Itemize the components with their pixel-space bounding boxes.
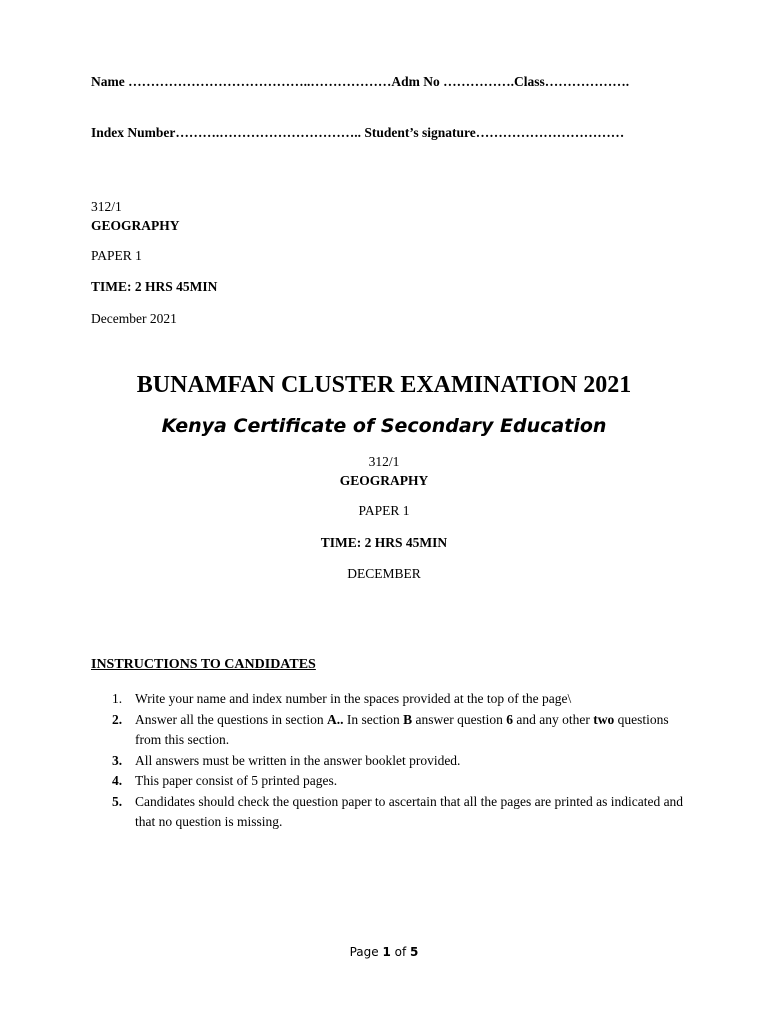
instruction-item <box>91 689 691 710</box>
center-subject-name: GEOGRAPHY <box>339 473 429 488</box>
total-page-count: 5 <box>410 945 419 959</box>
exam-title: BUNAMFAN CLUSTER EXAMINATION 2021 <box>136 372 632 398</box>
index-signature-line: Index Number……….………………………….. Student’s signature…………………………… <box>91 125 625 140</box>
instruction-item <box>91 792 691 833</box>
subject-name: GEOGRAPHY <box>91 218 180 233</box>
instruction-item <box>91 771 691 792</box>
instruction-text: Answer all the questions in section <box>135 711 327 727</box>
paper-code: 312/1 <box>91 199 122 214</box>
instruction-number: 5. <box>112 793 123 809</box>
instruction-number: 3. <box>112 752 123 768</box>
center-time-allowed: TIME: 2 HRS 45MIN <box>320 535 448 550</box>
instruction-text: Write your name and index number in the spaces provided at the top of the page\ <box>135 691 572 706</box>
exam-subtitle: Kenya Certificate of Secondary Education <box>161 415 607 437</box>
page-of-label: of <box>390 945 411 959</box>
instruction-text: In section <box>343 711 404 727</box>
instruction-text: answer question <box>412 711 507 727</box>
paper-number: PAPER 1 <box>91 248 142 263</box>
instruction-item <box>91 751 691 772</box>
instruction-text: All answers must be written in the answer booklet provided. <box>135 752 461 768</box>
instruction-emphasis: B <box>403 711 413 727</box>
instruction-emphasis: A.. <box>326 711 344 727</box>
name-adm-class-line: Name …………………………………..………………Adm No …………….Class………………. <box>91 74 630 89</box>
instruction-emphasis: 6 <box>506 711 513 727</box>
instruction-text: Candidates should check the question paper to ascertain that all the pages are printed as indicated and that no question is missing. <box>135 793 684 829</box>
instruction-number: 1. <box>112 691 123 706</box>
instructions-list <box>91 689 691 833</box>
center-paper-number: PAPER 1 <box>358 503 410 518</box>
page-footer <box>0 944 768 960</box>
center-month: DECEMBER <box>347 566 421 581</box>
exam-date: December 2021 <box>91 311 177 326</box>
page-label: Page <box>349 945 383 959</box>
instruction-number: 4. <box>112 773 123 788</box>
instruction-emphasis: two <box>593 711 615 727</box>
time-allowed: TIME: 2 HRS 45MIN <box>91 279 218 294</box>
instruction-text: and any other <box>512 711 594 727</box>
instruction-number: 2. <box>112 711 123 727</box>
instructions-heading: INSTRUCTIONS TO CANDIDATES <box>91 657 316 672</box>
instruction-text: This paper consist of 5 printed pages. <box>135 773 338 788</box>
instruction-text: questions from this section. <box>135 711 669 747</box>
center-paper-code: 312/1 <box>368 454 400 469</box>
instruction-item <box>91 710 691 751</box>
current-page-number: 1 <box>382 945 391 959</box>
